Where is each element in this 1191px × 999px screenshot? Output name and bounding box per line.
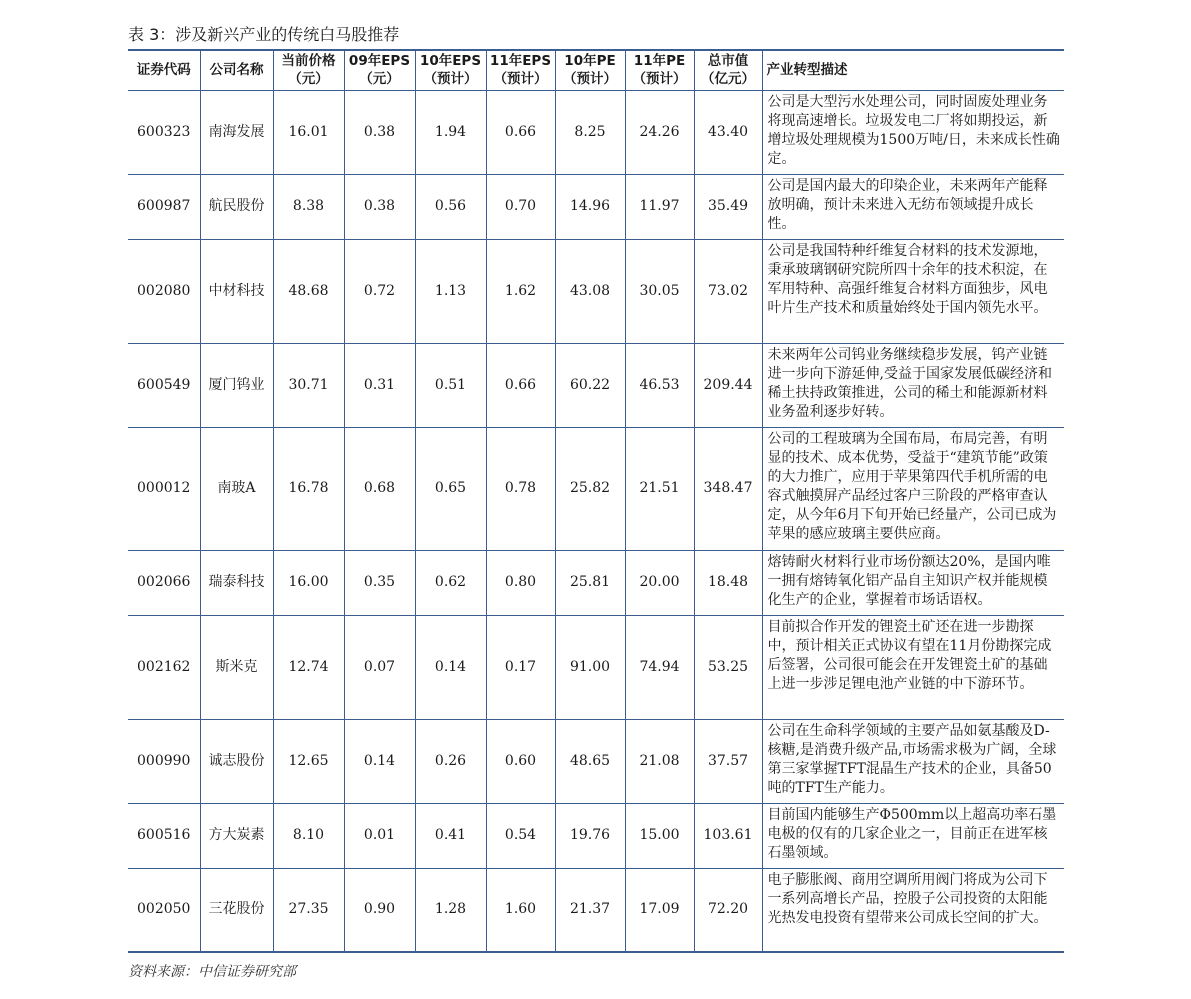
header-pe11: 11年PE （预计）	[625, 50, 694, 90]
cell-pe11: 74.94	[625, 615, 694, 719]
cell-eps11: 0.60	[486, 719, 555, 803]
header-name: 公司名称	[200, 50, 273, 90]
cell-code: 002066	[128, 550, 200, 615]
table-row	[128, 550, 1064, 615]
cell-eps09: 0.38	[344, 174, 415, 239]
cell-code: 000990	[128, 719, 200, 803]
header-row	[128, 50, 1064, 90]
table-row	[128, 90, 1064, 174]
cell-price: 8.10	[273, 803, 344, 868]
cell-cap: 72.20	[694, 868, 762, 952]
cell-price: 12.74	[273, 615, 344, 719]
cell-cap: 73.02	[694, 239, 762, 343]
cell-price: 16.00	[273, 550, 344, 615]
cell-code: 000012	[128, 427, 200, 550]
cell-pe11: 20.00	[625, 550, 694, 615]
cell-eps09: 0.38	[344, 90, 415, 174]
source-note: 资料来源：中信证券研究部	[128, 964, 296, 980]
table-row	[128, 719, 1064, 803]
cell-eps09: 0.68	[344, 427, 415, 550]
cell-eps11: 1.60	[486, 868, 555, 952]
table-row	[128, 239, 1064, 343]
cell-cap: 43.40	[694, 90, 762, 174]
cell-pe10: 14.96	[555, 174, 625, 239]
table-row	[128, 615, 1064, 719]
cell-name: 斯米克	[200, 615, 273, 719]
cell-eps11: 0.78	[486, 427, 555, 550]
cell-eps10: 0.51	[415, 343, 486, 427]
table-row	[128, 174, 1064, 239]
cell-price: 16.78	[273, 427, 344, 550]
cell-name: 航民股份	[200, 174, 273, 239]
cell-pe10: 91.00	[555, 615, 625, 719]
cell-eps09: 0.90	[344, 868, 415, 952]
cell-pe10: 43.08	[555, 239, 625, 343]
cell-name: 方大炭素	[200, 803, 273, 868]
cell-pe10: 25.82	[555, 427, 625, 550]
cell-price: 30.71	[273, 343, 344, 427]
cell-pe10: 19.76	[555, 803, 625, 868]
cell-cap: 209.44	[694, 343, 762, 427]
cell-cap: 348.47	[694, 427, 762, 550]
cell-eps09: 0.07	[344, 615, 415, 719]
cell-name: 厦门钨业	[200, 343, 273, 427]
cell-code: 002162	[128, 615, 200, 719]
header-eps11: 11年EPS （预计）	[486, 50, 555, 90]
cell-desc: 公司是国内最大的印染企业，未来两年产能释放明确，预计未来进入无纺布领域提升成长性。	[762, 174, 1064, 239]
cell-desc: 公司是大型污水处理公司，同时固废处理业务将现高速增长。垃圾发电二厂将如期投运，新增垃圾处理规模为1500万吨/日，未来成长性确定。	[762, 90, 1064, 174]
cell-name: 三花股份	[200, 868, 273, 952]
cell-name: 诚志股份	[200, 719, 273, 803]
table-row	[128, 427, 1064, 550]
cell-pe10: 8.25	[555, 90, 625, 174]
table-row	[128, 868, 1064, 952]
header-pe10: 10年PE （预计）	[555, 50, 625, 90]
cell-desc: 目前拟合作开发的锂瓷土矿还在进一步勘探中，预计相关正式协议有望在11月份勘探完成后签署，公司很可能会在开发锂瓷土矿的基础上进一步涉足锂电池产业链的中下游环节。	[762, 615, 1064, 719]
table-row	[128, 803, 1064, 868]
cell-pe11: 46.53	[625, 343, 694, 427]
cell-cap: 37.57	[694, 719, 762, 803]
header-code: 证券代码	[128, 50, 200, 90]
cell-eps10: 0.41	[415, 803, 486, 868]
cell-price: 48.68	[273, 239, 344, 343]
cell-pe10: 21.37	[555, 868, 625, 952]
cell-eps11: 0.54	[486, 803, 555, 868]
cell-pe11: 11.97	[625, 174, 694, 239]
cell-pe10: 25.81	[555, 550, 625, 615]
cell-pe11: 15.00	[625, 803, 694, 868]
cell-desc: 熔铸耐火材料行业市场份额达20%，是国内唯一拥有熔铸氧化铝产品自主知识产权并能规模化生产的企业，掌握着市场话语权。	[762, 550, 1064, 615]
cell-eps11: 0.70	[486, 174, 555, 239]
cell-eps10: 0.26	[415, 719, 486, 803]
cell-eps10: 1.28	[415, 868, 486, 952]
cell-price: 8.38	[273, 174, 344, 239]
cell-eps10: 1.94	[415, 90, 486, 174]
header-eps10: 10年EPS （预计）	[415, 50, 486, 90]
cell-name: 南海发展	[200, 90, 273, 174]
cell-desc: 公司在生命科学领域的主要产品如氨基酸及D-核糖,是消费升级产品,市场需求极为广阔，全球第三家掌握TFT混晶生产技术的企业，具备50吨的TFT生产能力。	[762, 719, 1064, 803]
cell-eps11: 0.80	[486, 550, 555, 615]
header-cap: 总市值 （亿元）	[694, 50, 762, 90]
table-row	[128, 343, 1064, 427]
cell-pe10: 48.65	[555, 719, 625, 803]
stock-table	[128, 49, 1064, 953]
cell-name: 南玻A	[200, 427, 273, 550]
cell-eps09: 0.31	[344, 343, 415, 427]
cell-cap: 53.25	[694, 615, 762, 719]
cell-desc: 公司的工程玻璃为全国布局，布局完善，有明显的技术、成本优势，受益于“建筑节能”政策的大力推广，应用于苹果第四代手机所需的电容式触摸屏产品经过客户三阶段的严格审查认定，从今年6月下旬开始已经量产，公司已成为苹果的感应玻璃主要供应商。	[762, 427, 1064, 550]
cell-code: 600549	[128, 343, 200, 427]
cell-code: 002080	[128, 239, 200, 343]
cell-price: 12.65	[273, 719, 344, 803]
cell-price: 16.01	[273, 90, 344, 174]
cell-price: 27.35	[273, 868, 344, 952]
cell-name: 瑞泰科技	[200, 550, 273, 615]
header-price: 当前价格 （元）	[273, 50, 344, 90]
cell-desc: 未来两年公司钨业务继续稳步发展，钨产业链进一步向下游延伸,受益于国家发展低碳经济和稀土扶持政策推进，公司的稀土和能源新材料业务盈利逐步好转。	[762, 343, 1064, 427]
cell-code: 600987	[128, 174, 200, 239]
cell-desc: 目前国内能够生产Φ500mm以上超高功率石墨电极的仅有的几家企业之一，目前正在进军核石墨领域。	[762, 803, 1064, 868]
cell-eps11: 0.66	[486, 90, 555, 174]
cell-pe11: 21.08	[625, 719, 694, 803]
header-eps09: 09年EPS （元）	[344, 50, 415, 90]
cell-eps10: 0.65	[415, 427, 486, 550]
cell-cap: 103.61	[694, 803, 762, 868]
cell-eps11: 0.17	[486, 615, 555, 719]
cell-eps10: 0.14	[415, 615, 486, 719]
cell-desc: 电子膨胀阀、商用空调所用阀门将成为公司下一系列高增长产品，控股子公司投资的太阳能光热发电投资有望带来公司成长空间的扩大。	[762, 868, 1064, 952]
cell-pe11: 24.26	[625, 90, 694, 174]
cell-eps09: 0.14	[344, 719, 415, 803]
cell-eps09: 0.72	[344, 239, 415, 343]
header-desc: 产业转型描述	[762, 50, 1064, 90]
cell-pe10: 60.22	[555, 343, 625, 427]
cell-code: 002050	[128, 868, 200, 952]
table-title: 表 3：涉及新兴产业的传统白马股推荐	[128, 25, 400, 44]
cell-eps09: 0.35	[344, 550, 415, 615]
cell-cap: 18.48	[694, 550, 762, 615]
cell-eps10: 0.62	[415, 550, 486, 615]
cell-eps11: 1.62	[486, 239, 555, 343]
cell-name: 中材科技	[200, 239, 273, 343]
cell-eps10: 0.56	[415, 174, 486, 239]
cell-pe11: 21.51	[625, 427, 694, 550]
cell-eps10: 1.13	[415, 239, 486, 343]
cell-pe11: 17.09	[625, 868, 694, 952]
cell-eps11: 0.66	[486, 343, 555, 427]
cell-desc: 公司是我国特种纤维复合材料的技术发源地，秉承玻璃钢研究院所四十余年的技术积淀，在军用特种、高强纤维复合材料方面独步，风电叶片生产技术和质量始终处于国内领先水平。	[762, 239, 1064, 343]
cell-pe11: 30.05	[625, 239, 694, 343]
cell-eps09: 0.01	[344, 803, 415, 868]
cell-cap: 35.49	[694, 174, 762, 239]
cell-code: 600323	[128, 90, 200, 174]
cell-code: 600516	[128, 803, 200, 868]
